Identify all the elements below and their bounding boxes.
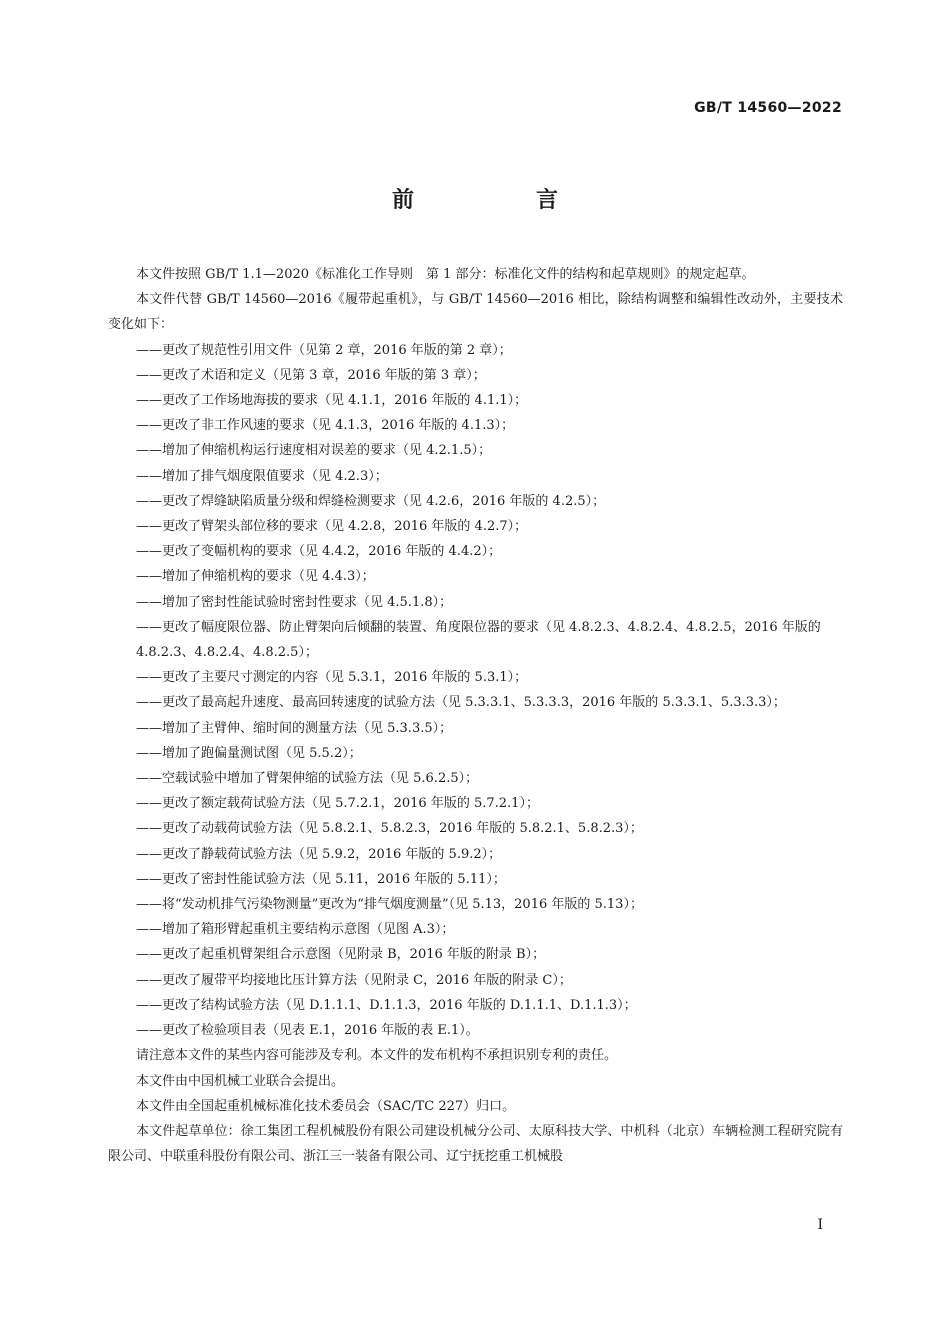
change-item: ——更改了静载荷试验方法（见 5.9.2，2016 年版的 5.9.2）；: [136, 846, 502, 862]
change-item: ——增加了跑偏量测试图（见 5.5.2）；: [136, 745, 362, 761]
change-item: ——更改了检验项目表（见表 E.1，2016 年版的表 E.1）。: [136, 1023, 479, 1039]
change-item: ——增加了密封性能试验时密封性要求（见 4.5.1.8）；: [136, 594, 453, 610]
change-item: ——增加了伸缩机构运行速度相对误差的要求（见 4.2.1.5）；: [136, 443, 492, 459]
intro-paragraph-1: 本文件按照 GB/T 1.1—2020《标准化工作导则 第 1 部分：标准化文件的结构和起草规则》的规定起草。: [136, 267, 755, 282]
change-item: ——更改了焊缝缺陷质量分级和焊缝检测要求（见 4.2.6，2016 年版的 4.2.5）；: [136, 493, 606, 509]
change-item: ——增加了伸缩机构的要求（见 4.4.3）；: [136, 569, 375, 585]
change-item: ——增加了箱形臂起重机主要结构示意图（见图 A.3）；: [136, 922, 455, 938]
change-item: ——更改了最高起升速度、最高回转速度的试验方法（见 5.3.3.1、5.3.3.3，2016 年版的 5.3.3.1、5.3.3.3）；: [136, 695, 786, 711]
change-item: ——更改了幅度限位器、防止臂架向后倾翻的装置、角度限位器的要求（见 4.8.2.3、4.8.2.4、4.8.2.5，2016 年版的 4.8.2.3、4.8.2.4、4.8.2.5）；: [136, 619, 821, 661]
change-item: ——更改了非工作风速的要求（见 4.1.3，2016 年版的 4.1.3）；: [136, 418, 515, 434]
change-item: ——增加了排气烟度限值要求（见 4.2.3）；: [136, 468, 388, 484]
standard-number: GB/T 14560—2022: [694, 100, 842, 116]
change-item: ——更改了变幅机构的要求（见 4.4.2，2016 年版的 4.4.2）；: [136, 544, 502, 560]
changes-list: [108, 338, 843, 1044]
change-item: ——更改了结构试验方法（见 D.1.1.1、D.1.1.3，2016 年版的 D.1.1.1、D.1.1.3）；: [136, 997, 637, 1013]
change-item: ——更改了主要尺寸测定的内容（见 5.3.1，2016 年版的 5.3.1）；: [136, 670, 528, 686]
change-item: ——更改了密封性能试验方法（见 5.11，2016 年版的 5.11）；: [136, 871, 506, 887]
change-item: ——更改了术语和定义（见第 3 章，2016 年版的第 3 章）；: [136, 367, 486, 383]
change-item: ——更改了起重机臂架组合示意图（见附录 B，2016 年版的附录 B）；: [136, 947, 546, 963]
change-item: ——更改了履带平均接地比压计算方法（见附录 C，2016 年版的附录 C）；: [136, 972, 572, 988]
patent-notice: 请注意本文件的某些内容可能涉及专利。本文件的发布机构不承担识别专利的责任。: [136, 1048, 618, 1064]
change-item: ——更改了规范性引用文件（见第 2 章，2016 年版的第 2 章）；: [136, 342, 512, 358]
proposer-paragraph: 本文件由中国机械工业联合会提出。: [136, 1073, 345, 1089]
change-item: ——更改了臂架头部位移的要求（见 4.2.8，2016 年版的 4.2.7）；: [136, 519, 528, 535]
page-title: 前 言: [391, 188, 608, 213]
change-item: ——将“发动机排气污染物测量”更改为“排气烟度测量”（见 5.13，2016 年版的 5.13）；: [136, 897, 643, 913]
change-item: ——更改了额定载荷试验方法（见 5.7.2.1，2016 年版的 5.7.2.1）；: [136, 796, 539, 812]
intro-paragraph-2: 本文件代替 GB/T 14560—2016《履带起重机》，与 GB/T 14560—2016 相比，除结构调整和编辑性改动外，主要技术变化如下：: [108, 292, 843, 333]
page-number: I: [817, 1217, 823, 1233]
change-item: ——更改了工作场地海拔的要求（见 4.1.1，2016 年版的 4.1.1）；: [136, 393, 528, 409]
change-item: ——增加了主臂伸、缩时间的测量方法（见 5.3.3.5）；: [136, 720, 453, 736]
change-item: ——更改了动载荷试验方法（见 5.8.2.1、5.8.2.3，2016 年版的 5.8.2.1、5.8.2.3）；: [136, 821, 643, 837]
change-item: ——空载试验中增加了臂架伸缩的试验方法（见 5.6.2.5）；: [136, 771, 479, 787]
committee-paragraph: 本文件由全国起重机械标准化技术委员会（SAC/TC 227）归口。: [136, 1098, 516, 1114]
document-body: [108, 262, 843, 1169]
drafting-units-paragraph: 本文件起草单位：徐工集团工程机械股份有限公司建设机械分公司、太原科技大学、中机科（北京）车辆检测工程研究院有限公司、中联重科股份有限公司、浙江三一装备有限公司、辽宁抚挖重工机械股: [108, 1123, 843, 1165]
